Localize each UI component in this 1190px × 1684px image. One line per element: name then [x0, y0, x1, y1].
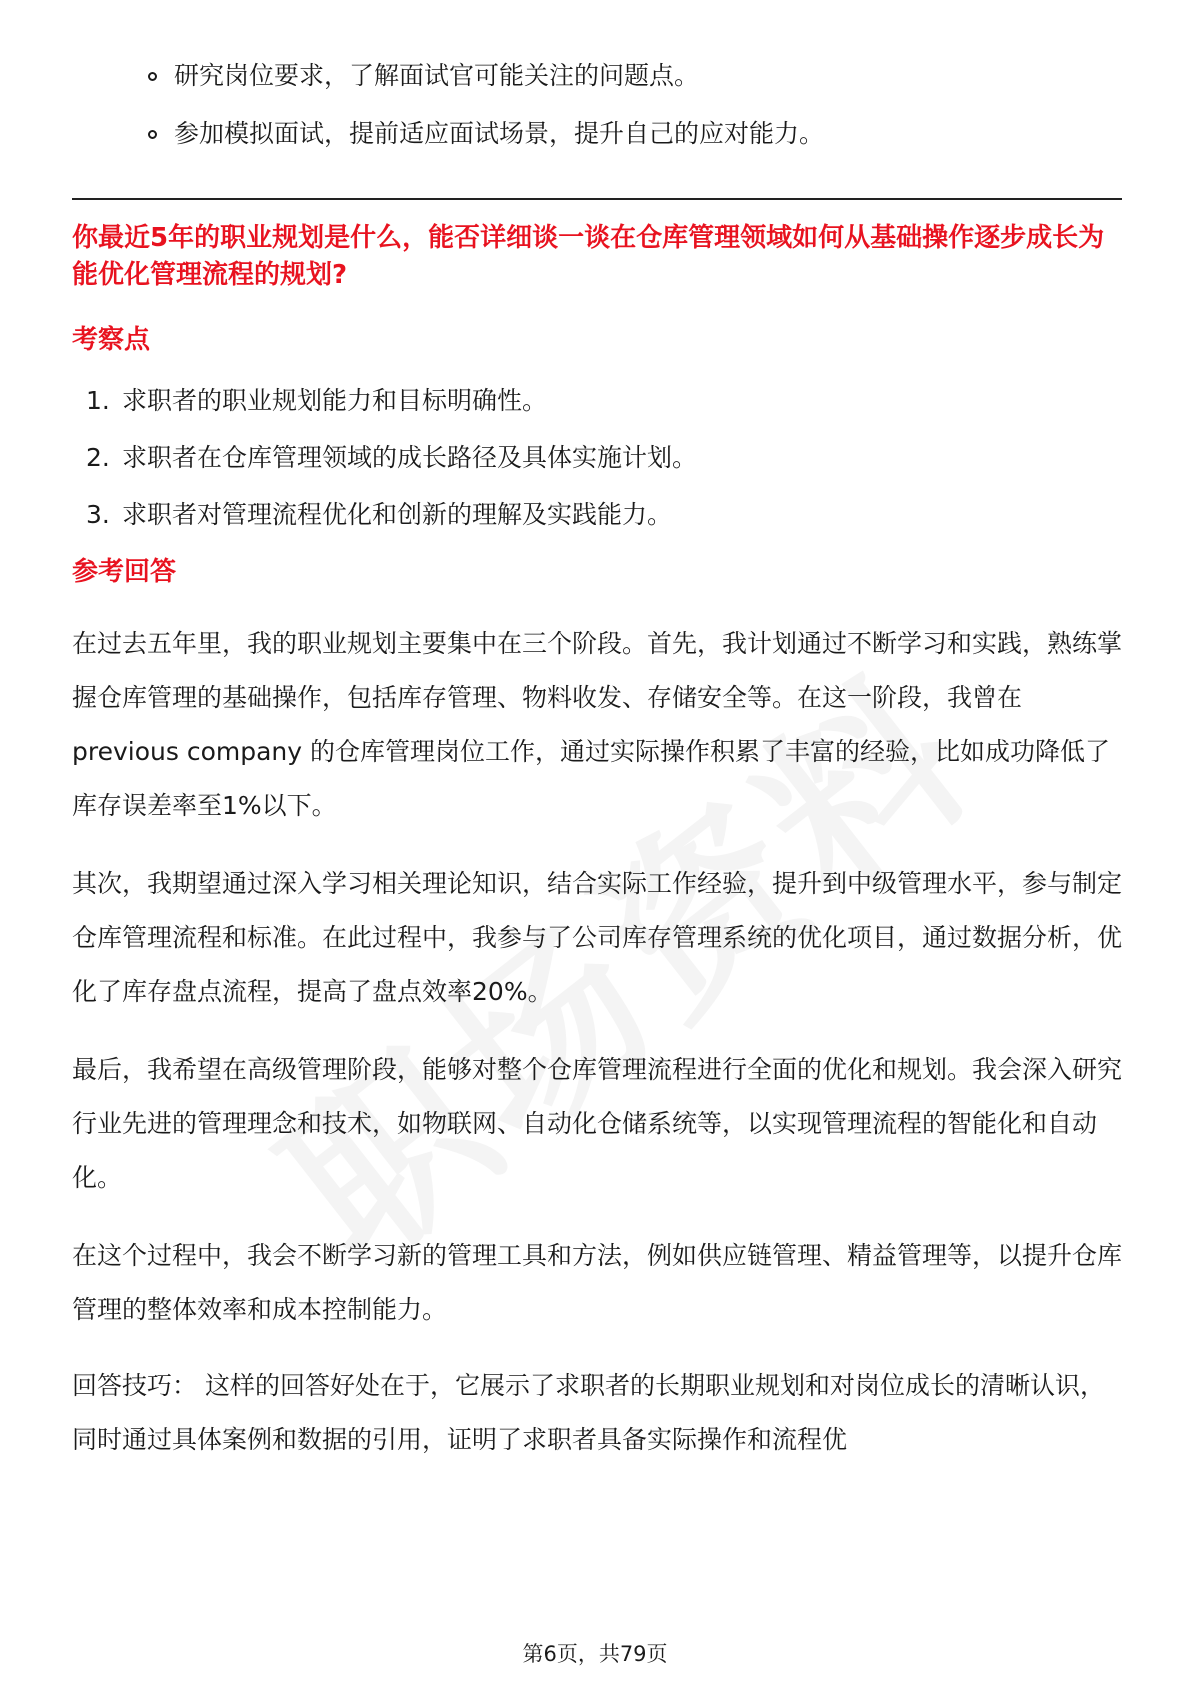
answer-paragraph: 在过去五年里，我的职业规划主要集中在三个阶段。首先，我计划通过不断学习和实践，熟练掌握仓库管理的基础操作，包括库存管理、物料收发、存储安全等。在这一阶段，我曾在 previous company 的仓库管理岗位工作，通过实际操作积累了丰富的经验，比如成功降低了库存误差率至1%以下。 [72, 629, 1123, 820]
list-item-text: 求职者对管理流程优化和创新的理解及实践能力。 [122, 500, 673, 529]
page-footer: 第6页，共79页 [522, 1642, 668, 1666]
list-item-number: 3. [86, 500, 110, 529]
answer-paragraph: 最后，我希望在高级管理阶段，能够对整个仓库管理流程进行全面的优化和规划。我会深入研究行业先进的管理理念和技术，如物联网、自动化仓储系统等，以实现管理流程的智能化和自动化。 [72, 1055, 1123, 1192]
document-page [72, 0, 1122, 1467]
bullet-item [148, 116, 1122, 152]
section-divider [72, 198, 1122, 200]
list-item [86, 383, 1122, 419]
reference-answer-heading: 参考回答 [72, 557, 177, 587]
answer-paragraph: 其次，我期望通过深入学习相关理论知识，结合实际工作经验，提升到中级管理水平，参与制定仓库管理流程和标准。在此过程中，我参与了公司库存管理系统的优化项目，通过数据分析，优化了库存盘点流程，提高了盘点效率20%。 [72, 869, 1123, 1006]
answer-paragraph: 在这个过程中，我会不断学习新的管理工具和方法，例如供应链管理、精益管理等，以提升仓库管理的整体效率和成本控制能力。 [72, 1241, 1123, 1324]
bullet-circle-icon [148, 130, 157, 139]
list-item-number: 1. [86, 386, 110, 415]
bullet-text: 研究岗位要求，了解面试官可能关注的问题点。 [174, 61, 700, 90]
list-item-text: 求职者在仓库管理领域的成长路径及具体实施计划。 [122, 443, 698, 472]
list-item [86, 497, 1122, 533]
answer-tips-paragraph: 回答技巧： 这样的回答好处在于，它展示了求职者的长期职业规划和对岗位成长的清晰认识，同时通过具体案例和数据的引用，证明了求职者具备实际操作和流程优 [72, 1371, 1105, 1454]
list-item [86, 440, 1122, 476]
assessment-points-heading: 考察点 [72, 325, 151, 355]
bullet-text: 参加模拟面试，提前适应面试场景，提升自己的应对能力。 [174, 119, 825, 148]
question-heading: 你最近5年的职业规划是什么，能否详细谈一谈在仓库管理领域如何从基础操作逐步成长为能优化管理流程的规划? [72, 223, 1105, 290]
bullet-list [72, 58, 1122, 152]
bullet-circle-icon [148, 72, 157, 81]
list-item-text: 求职者的职业规划能力和目标明确性。 [122, 386, 548, 415]
assessment-points-list [72, 383, 1122, 533]
list-item-number: 2. [86, 443, 110, 472]
bullet-item [148, 58, 1122, 94]
